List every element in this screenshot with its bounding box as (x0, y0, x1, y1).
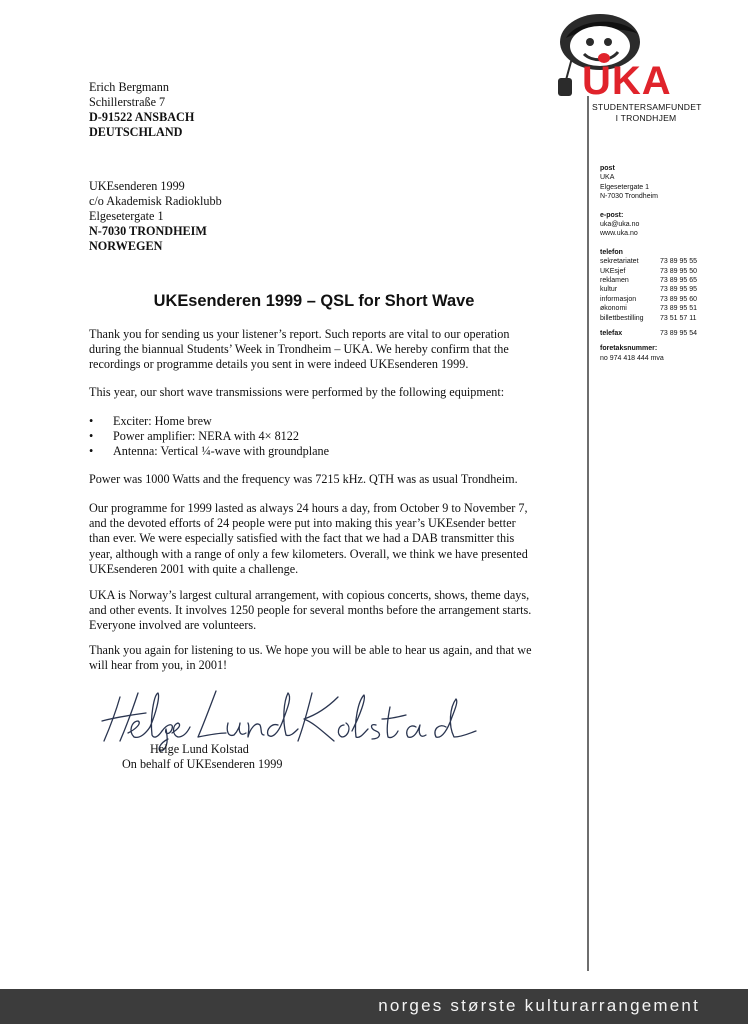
sender-name: Erich Bergmann (89, 80, 169, 94)
recipient-name: UKEsenderen 1999 (89, 179, 185, 193)
paragraph-programme (89, 501, 539, 577)
bullet-icon: • (89, 429, 94, 444)
phone-row (600, 257, 740, 266)
paragraph-line: during the biannual Students’ Week in Trondheim – UKA. We hereby confirm that the (89, 342, 509, 357)
uka-logo (548, 8, 728, 100)
phone-row (600, 314, 740, 323)
post-heading: post (600, 165, 615, 172)
phone-row (600, 304, 740, 313)
paragraph-line: and other events. It involves 1250 people for several months before the arrangement starts. (89, 603, 532, 618)
org-number: no 974 418 444 mva (600, 354, 664, 362)
phone-row (600, 267, 740, 276)
paragraph-line: will hear from you, in 2001! (89, 658, 228, 673)
post-line: N-7030 Trondheim (600, 193, 658, 201)
phone-row (600, 276, 740, 285)
equipment-amplifier: Power amplifier: NERA with 4× 8122 (113, 429, 299, 444)
paragraph-line: Everyone involved are volunteers. (89, 618, 257, 633)
email-link: uka@uka.no (600, 221, 640, 229)
post-line: UKA (600, 174, 615, 182)
recipient-street: Elgesetergate 1 (89, 209, 164, 223)
phone-label: økonomi (600, 305, 627, 313)
paragraph-closing (89, 643, 539, 673)
letter-title: UKEsenderen 1999 – QSL for Short Wave (153, 292, 475, 310)
paragraph-line: Our programme for 1999 lasted as always 24 hours a day, from October 9 to November 7, (89, 501, 528, 515)
bullet-icon: • (89, 444, 94, 459)
paragraph-thanks (89, 327, 539, 373)
paragraph-line: Thank you again for listening to us. We hope you will be able to hear us again, and that we (89, 643, 532, 657)
phone-label: reklamen (600, 277, 629, 285)
equipment-exciter: Exciter: Home brew (113, 414, 212, 428)
org-line-2: I TRONDHJEM (615, 113, 677, 123)
post-line: Elgesetergate 1 (600, 183, 650, 191)
signer-name: Helge Lund Kolstad (150, 742, 249, 756)
sender-country: DEUTSCHLAND (89, 125, 183, 139)
sender-address (89, 80, 194, 140)
phone-number: 73 51 57 11 (660, 314, 697, 322)
organization-name (592, 102, 700, 124)
sender-street: Schillerstraße 7 (89, 95, 166, 109)
phone-label: billettbestilling (600, 314, 644, 322)
paragraph-line: Thank you for sending us your listener’s report. Such reports are vital to our operation (89, 327, 510, 341)
phone-label: informasjon (600, 295, 637, 303)
equipment-list (89, 414, 329, 460)
paragraph-about-uka (89, 588, 539, 634)
phone-row (600, 285, 740, 294)
phone-number: 73 89 95 60 (660, 295, 697, 303)
paragraph-line: year, although with a range of only a few kilometers. Overall, we think we have presented (89, 546, 528, 561)
footer-tagline: norges største kulturarrangement (378, 996, 700, 1015)
phone-number: 73 89 95 95 (660, 286, 697, 294)
phone-number: 73 89 95 65 (660, 277, 697, 285)
org-line-1: STUDENTERSAMFUNDET (592, 102, 702, 112)
signer-block (122, 742, 283, 772)
recipient-care-of: c/o Akademisk Radioklubb (89, 194, 222, 208)
web-link: www.uka.no (600, 230, 638, 238)
org-number-heading: foretaksnummer: (600, 345, 658, 353)
paragraph-line: and the devoted efforts of 24 people were put into making this year’s UKEsender better (89, 516, 516, 531)
bullet-icon: • (89, 414, 94, 428)
paragraph-line: than ever. We were especially satisfied with the fact that we had a DAB transmitter this (89, 531, 515, 546)
paragraph-line: UKEsenderen 2001 with quite a challenge. (89, 561, 299, 576)
phone-label: kultur (600, 286, 618, 294)
telefax-number: 73 89 95 54 (660, 329, 697, 337)
list-item (89, 429, 329, 444)
phone-label: UKEsjef (600, 267, 626, 275)
logo-text: UKA (582, 59, 672, 100)
telefax-label: telefax (600, 329, 623, 337)
phone-number: 73 89 95 55 (660, 258, 697, 266)
contact-sidebar (600, 164, 740, 363)
telefon-heading: telefon (600, 248, 623, 256)
equipment-antenna: Antenna: Vertical ¼-wave with groundplane (113, 444, 330, 459)
recipient-country: NORWEGEN (89, 239, 163, 253)
paragraph-line: Power was 1000 Watts and the frequency was 7215 kHz. QTH was as usual Trondheim. (89, 472, 518, 486)
recipient-address (89, 179, 222, 254)
epost-heading: e-post: (600, 211, 624, 219)
paragraph-line: recordings or programme details you sent in were indeed UKEsenderen 1999. (89, 357, 469, 372)
signer-role: On behalf of UKEsenderen 1999 (122, 757, 283, 771)
sender-city: D-91522 ANSBACH (89, 110, 195, 124)
phone-row (600, 295, 740, 304)
phone-label: sekretariatet (600, 258, 639, 266)
paragraph-power (89, 472, 539, 487)
list-item (89, 444, 329, 459)
vertical-divider (587, 96, 589, 971)
recipient-city: N-7030 TRONDHEIM (89, 224, 207, 238)
paragraph-equipment-intro (89, 385, 539, 400)
footer-band (0, 989, 748, 1024)
phone-number: 73 89 95 51 (660, 305, 697, 313)
paragraph-line: This year, our short wave transmissions were performed by the following equipment: (89, 385, 505, 399)
telefax-row (600, 329, 740, 338)
list-item (89, 414, 329, 429)
phone-number: 73 89 95 50 (660, 267, 697, 275)
paragraph-line: UKA is Norway’s largest cultural arrangement, with copious concerts, shows, theme days, (89, 588, 530, 602)
